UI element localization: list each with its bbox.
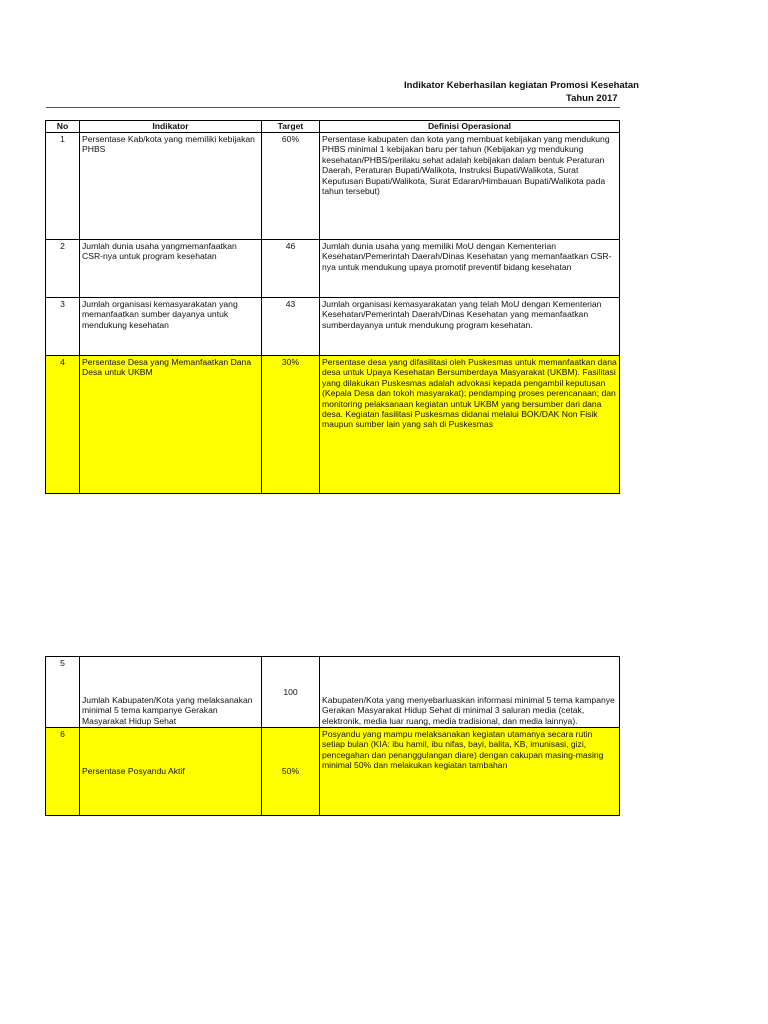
row-definisi: Persentase kabupaten dan kota yang membuat kebijakan yang mendukung PHBS minimal 1 kebijakan baru per tahun (Kebijakan yg mendukung kesehatan/PHBS/perilaku sehat adalah kebijakan dalam bentuk Peraturan Daerah, Peraturan Bupati/Walikota, Instruksi Bupati/Walikota, Surat Keputusan Bupati/Walikota, Surat Edaran/Himbauan Bupati/Walikota pada tahun tersebut) xyxy=(320,133,620,240)
row-no: 1 xyxy=(46,133,80,240)
row-target: 60% xyxy=(262,133,320,240)
column-header-no: No xyxy=(46,121,80,133)
table-row xyxy=(46,657,620,728)
table-row xyxy=(46,298,620,356)
table-header-row xyxy=(46,121,620,133)
table-row xyxy=(46,240,620,298)
row-target: 100 xyxy=(262,657,320,728)
table-row xyxy=(46,728,620,816)
row-indikator: Persentase Kab/kota yang memiliki kebijakan PHBS xyxy=(80,133,262,240)
indicator-table-bottom xyxy=(45,656,620,816)
table-row xyxy=(46,133,620,240)
row-indikator: Persentase Desa yang Memanfaatkan Dana Desa untuk UKBM xyxy=(80,356,262,494)
row-no: 2 xyxy=(46,240,80,298)
row-definisi: Persentase desa yang difasilitasi oleh Puskesmas untuk memanfaatkan dana desa untuk Upaya Kesehatan Bersumberdaya Masyarakat (UKBM). Fasilitasi yang dilakukan Puskesmas adalah advokasi kepada pengambil keputusan (Kepala Desa dan tokoh masyarakat); pendamping proses perencanaan; dan monitoring pelaksanaan kegiatan untuk UKBM yang bersumber dari dana desa. Kegiatan fasilitasi Puskesmas didanai melalui BOK/DAK Non Fisik maupun sumber lain yang sah di Puskesmas xyxy=(320,356,620,494)
row-no: 5 xyxy=(46,657,80,728)
row-definisi: Posyandu yang mampu melaksanakan kegiatan utamanya secara rutin setiap bulan (KIA: ibu hamil, ibu nifas, bayi, balita, KB, imunisasi, gizi, pencegahan dan penanggulangan diare) dengan cakupan masing-masing minimal 50% dan melakukan kegiatan tambahan xyxy=(320,728,620,816)
row-target: 50% xyxy=(262,728,320,816)
row-definisi: Jumlah dunia usaha yang memiliki MoU dengan Kementerian Kesehatan/Pemerintah Daerah/Dinas Kesehatan yang memanfaatkan CSR-nya untuk mendukung upaya promotif preventif bidang kesehatan xyxy=(320,240,620,298)
header-divider xyxy=(46,107,620,108)
column-header-target: Target xyxy=(262,121,320,133)
indicator-table-top xyxy=(45,120,620,494)
row-indikator: Jumlah organisasi kemasyarakatan yang memanfaatkan sumber dayanya untuk mendukung kesehatan xyxy=(80,298,262,356)
row-target: 43 xyxy=(262,298,320,356)
row-indikator: Jumlah Kabupaten/Kota yang melaksanakan minimal 5 tema kampanye Gerakan Masyarakat Hidup Sehat xyxy=(80,657,262,728)
row-no: 4 xyxy=(46,356,80,494)
row-definisi: Jumlah organisasi kemasyarakatan yang telah MoU dengan Kementerian Kesehatan/Pemerintah Daerah/Dinas Kesehatan yang memanfaatkan sumberdayanya untuk mendukung program kesehatan. xyxy=(320,298,620,356)
row-indikator: Persentase Posyandu Aktif xyxy=(80,728,262,816)
column-header-indikator: Indikator xyxy=(80,121,262,133)
row-no: 6 xyxy=(46,728,80,816)
row-target: 30% xyxy=(262,356,320,494)
table-row xyxy=(46,356,620,494)
row-no: 3 xyxy=(46,298,80,356)
column-header-definisi: Definisi Operasional xyxy=(320,121,620,133)
row-indikator: Jumlah dunia usaha yangmemanfaatkan CSR-nya untuk program kesehatan xyxy=(80,240,262,298)
document-year: Tahun 2017 xyxy=(566,93,618,104)
row-target: 46 xyxy=(262,240,320,298)
row-definisi: Kabupaten/Kota yang menyebarluaskan informasi minimal 5 tema kampanye Gerakan Masyarakat Hidup Sehat di minimal 3 saluran media (cetak, elektronik, media luar ruang, media tradisional, dan media lainnya). xyxy=(320,657,620,728)
document-title: Indikator Keberhasilan kegiatan Promosi Kesehatan xyxy=(404,80,639,91)
